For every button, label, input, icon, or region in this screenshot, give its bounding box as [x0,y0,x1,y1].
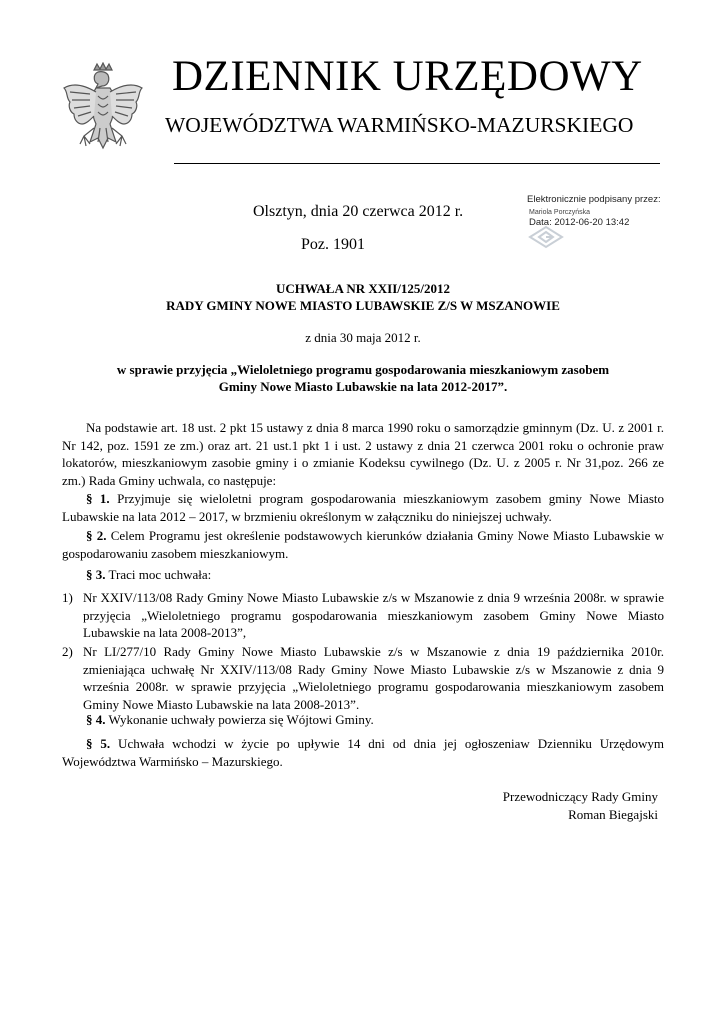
header-divider [174,163,660,164]
list-item-number: 2) [62,644,73,659]
section-4-text: Wykonanie uchwały powierza się Wójtowi Gminy. [105,712,374,727]
signer-block [498,788,658,823]
section-5-text: Uchwała wchodzi w życie po upływie 14 dni od dnia jej ogłoszeniaw Dzienniku Urzędowym Województwa Warmińsko – Mazurskiego. [62,736,665,769]
electronic-signature-block [527,194,707,228]
signer-role: Przewodniczący Rady Gminy [502,789,658,804]
signature-heading: Elektronicznie podpisany przez: [527,194,661,205]
journal-subtitle: WOJEWÓDZTWA WARMIŃSKO-MAZURSKIEGO [165,113,634,137]
section-2-label: § 2. [86,528,107,543]
signer-name: Roman Biegajski [568,806,658,822]
legal-basis-text: Na podstawie art. 18 ust. 2 pkt 15 ustawy z dnia 8 marca 1990 roku o samorządzie gminnym (Dz. U. z 2001 r. Nr 142, poz. 1591 ze zm.) oraz art. 21 ust.1 pkt 1 i ust. 2 ustawy z dnia 21 czerwca 2001 roku o ochronie praw lokatorów, mieszkaniowym zasobie gminy i o zmianie Kodeksu cywilnego (Dz. U. z 2005 r. Nr 31,poz. 266 ze zm.) Rada Gminy uchwala, co następuje: [62,420,664,488]
signature-name: Mariola Porczyńska [529,209,591,216]
list-item-text: Nr LI/277/10 Rady Gminy Nowe Miasto Lubawskie z/s w Mszanowie z dnia 19 października 2010r. zmieniająca uchwałę Nr XXIV/113/08 Rady Gminy Nowe Miasto Lubawskie z/s w Mszanowie z dnia 9 września 2008r. w sprawie przyjęcia „Wieloletniego programu gospodarowania mieszkaniowym zasobem Gminy Nowe Miasto Lubawskie na lata 2008-2013”. [83,644,664,712]
section-5-label: § 5. [86,736,111,751]
section-5 [62,735,664,770]
section-4-label: § 4. [86,712,106,727]
resolution-subject [62,361,664,395]
section-1 [62,490,664,525]
legal-basis-paragraph [62,419,664,489]
section-2 [62,527,664,562]
section-3-text: Traci moc uchwała: [105,567,212,582]
section-1-label: § 1. [86,491,110,506]
signature-date: Data: 2012-06-20 13:42 [529,217,630,228]
list-item [62,589,664,642]
section-3 [62,566,664,584]
section-1-text: Przyjmuje się wieloletni program gospodarowania mieszkaniowym zasobem gminy Nowe Miasto Lubawskie na lata 2012 – 2017, w brzmieniu określonym w załączniku do niniejszej uchwały. [62,491,665,524]
resolution-subject-line1: w sprawie przyjęcia „Wieloletniego programu gospodarowania mieszkaniowym zasobem [116,362,610,377]
section-3-label: § 3. [86,567,106,582]
signature-verified-mark-icon [527,224,565,250]
position-number: Poz. 1901 [301,236,365,253]
resolution-title-line1: UCHWAŁA NR XXII/125/2012 [275,281,451,296]
section-2-text: Celem Programu jest określenie podstawowych kierunków działania Gminy Nowe Miasto Lubawskie w gospodarowaniu zasobem mieszkaniowym. [62,528,665,561]
resolution-date: z dnia 30 maja 2012 r. [305,330,421,345]
list-item [62,643,664,713]
polish-eagle-emblem-icon [60,62,146,164]
journal-title: DZIENNIK URZĘDOWY [172,53,643,100]
list-item-text: Nr XXIV/113/08 Rady Gminy Nowe Miasto Lubawskie z/s w Mszanowie z dnia 9 września 2008r. w sprawie przyjęcia „Wieloletniego programu gospodarowania mieszkaniowym zasobem Gminy Nowe Miasto Lubawskie na lata 2008-2013”, [83,590,664,640]
place-and-date: Olsztyn, dnia 20 czerwca 2012 r. [253,203,464,220]
resolution-subject-line2: Gminy Nowe Miasto Lubawskie na lata 2012-2017”. [218,379,508,394]
resolution-title-line2: RADY GMINY NOWE MIASTO LUBAWSKIE Z/S W MSZANOWIE [166,298,560,313]
list-item-number: 1) [62,590,73,605]
section-4 [62,711,664,729]
resolution-title [62,280,664,314]
